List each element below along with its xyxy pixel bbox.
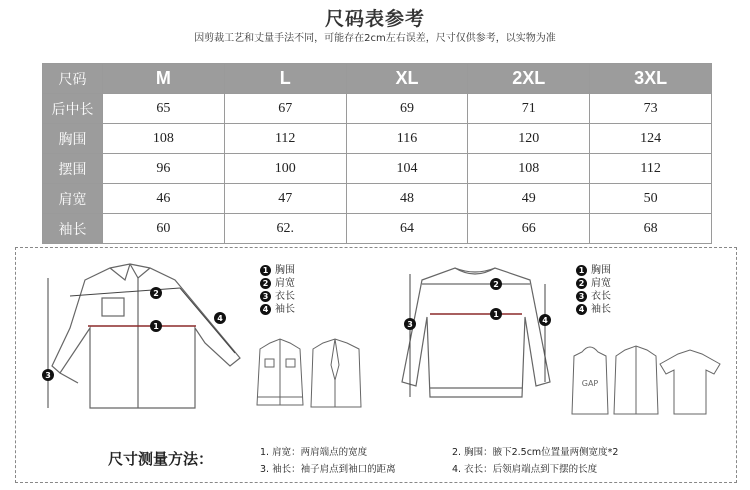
legend-number: 2 (260, 278, 271, 289)
table-cell: 62. (224, 214, 346, 244)
legend-number: 1 (260, 265, 271, 276)
table-cell: 96 (103, 154, 225, 184)
table-cell: 112 (590, 154, 712, 184)
table-cell: 124 (590, 124, 712, 154)
legend-label: 肩宽 (591, 278, 611, 289)
jacket-sketches (255, 335, 365, 415)
marker-label: 2 (153, 289, 159, 298)
legend-item (260, 303, 295, 316)
table-cell: 71 (468, 94, 590, 124)
marker-label: 3 (45, 371, 51, 380)
legend-item (260, 277, 295, 290)
table-cell: 120 (468, 124, 590, 154)
size-col-header: 3XL (590, 64, 712, 94)
table-row (43, 154, 712, 184)
table-row (43, 94, 712, 124)
marker-label: 3 (407, 320, 413, 329)
legend-number: 3 (260, 291, 271, 302)
table-cell: 73 (590, 94, 712, 124)
legend-item (576, 290, 611, 303)
legend-item (260, 290, 295, 303)
table-cell: 67 (224, 94, 346, 124)
table-cell: 66 (468, 214, 590, 244)
size-header-row (43, 64, 712, 94)
table-cell: 46 (103, 184, 225, 214)
legend-number: 1 (576, 265, 587, 276)
legend-item (576, 303, 611, 316)
legend-number: 3 (576, 291, 587, 302)
table-cell: 104 (346, 154, 468, 184)
legend-label: 袖长 (591, 304, 611, 315)
table-cell: 60 (103, 214, 225, 244)
legend-item (576, 277, 611, 290)
size-col-header: 2XL (468, 64, 590, 94)
size-col-header: XL (346, 64, 468, 94)
legend-label: 衣长 (591, 291, 611, 302)
row-label: 袖长 (43, 214, 103, 244)
table-cell: 47 (224, 184, 346, 214)
legend-item (260, 264, 295, 277)
legend-number: 4 (576, 304, 587, 315)
shirt-diagram (30, 258, 270, 418)
table-cell: 64 (346, 214, 468, 244)
marker-label: 1 (493, 310, 499, 319)
table-cell: 112 (224, 124, 346, 154)
legend-label: 胸围 (275, 265, 295, 276)
row-label: 摆围 (43, 154, 103, 184)
table-cell: 100 (224, 154, 346, 184)
legend-number: 2 (576, 278, 587, 289)
legend-number: 4 (260, 304, 271, 315)
shirt-legend (260, 264, 295, 316)
row-label: 后中长 (43, 94, 103, 124)
row-label: 胸围 (43, 124, 103, 154)
marker-label: 1 (153, 322, 159, 331)
table-cell: 49 (468, 184, 590, 214)
sweater-legend (576, 264, 611, 316)
measurement-method-title: 尺寸测量方法： (108, 450, 214, 468)
legend-label: 肩宽 (275, 278, 295, 289)
table-cell: 116 (346, 124, 468, 154)
size-col-header: L (224, 64, 346, 94)
measurement-item: 3. 袖长：袖子肩点到袖口的距离 (260, 464, 396, 475)
table-cell: 50 (590, 184, 712, 214)
size-chart-table (42, 63, 712, 244)
table-cell: 65 (103, 94, 225, 124)
marker-label: 2 (493, 280, 499, 289)
marker-label: 4 (217, 314, 223, 323)
table-row (43, 214, 712, 244)
legend-label: 胸围 (591, 265, 611, 276)
page-subtitle: 因剪裁工艺和丈量手法不同，可能存在2cm左右误差，尺寸仅供参考，以实物为准 (194, 33, 556, 44)
legend-item (576, 264, 611, 277)
table-row (43, 124, 712, 154)
table-cell: 68 (590, 214, 712, 244)
knitwear-sketches (570, 342, 730, 420)
table-cell: 48 (346, 184, 468, 214)
measurement-item: 4. 衣长：后领肩端点到下摆的长度 (452, 464, 598, 475)
table-cell: 69 (346, 94, 468, 124)
measurement-item: 2. 胸围：腋下2.5cm位置量两侧宽度*2 (452, 447, 619, 458)
page-title: 尺码表参考 (324, 8, 425, 30)
marker-label: 4 (542, 316, 548, 325)
row-label: 肩宽 (43, 184, 103, 214)
legend-label: 袖长 (275, 304, 295, 315)
table-cell: 108 (103, 124, 225, 154)
table-cell: 108 (468, 154, 590, 184)
legend-label: 衣长 (275, 291, 295, 302)
measurement-item: 1. 肩宽：两肩端点的宽度 (260, 447, 368, 458)
table-row (43, 184, 712, 214)
sweater-diagram (400, 262, 570, 412)
size-corner-label: 尺码 (43, 64, 103, 94)
size-col-header: M (103, 64, 225, 94)
sweater-print: GAP (581, 379, 599, 388)
